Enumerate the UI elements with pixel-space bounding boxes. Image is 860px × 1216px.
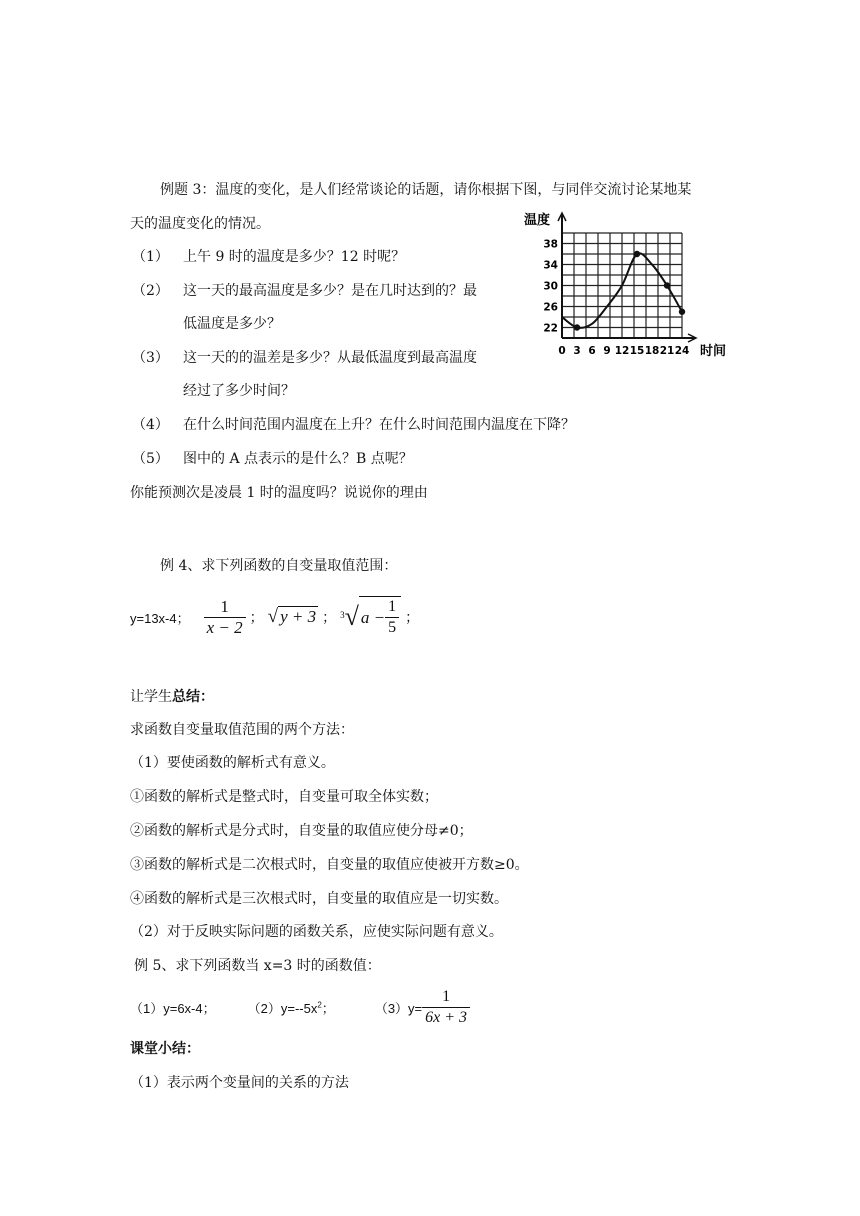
q1-number: （1） (132, 249, 169, 265)
q4-text: 在什么时间范围内温度在上升？在什么时间范围内温度在下降？ (183, 417, 575, 433)
x-tick-label: 18 (644, 345, 660, 357)
ex4-sep2: ； (322, 610, 337, 626)
summary-lead-bold: 总结： (172, 689, 214, 705)
x-tick-label: 15 (629, 345, 645, 357)
summary-case3: ③函数的解析式是二次根式时，自变量的取值应使被开方数≥0。 (130, 857, 529, 873)
ex5-part1: （1）y=6x-4； (130, 1000, 216, 1016)
temperature-chart (510, 205, 735, 365)
q1-text: 上午 9 时的温度是多少？12 时呢？ (183, 249, 406, 265)
ex4-f3-radicand: y + 3 (280, 607, 317, 626)
ex4-f2-fraction (204, 597, 246, 638)
q5-text: 图中的 A 点表示的是什么？B 点呢？ (183, 451, 413, 467)
data-point (574, 324, 580, 330)
q2-text-a: 这一天的最高温度是多少？是在几时达到的？最 (183, 283, 477, 299)
summary-case1: ①函数的解析式是整式时，自变量可取全体实数； (130, 789, 438, 805)
ex5-title: 例 5、求下列函数当 x=3 时的函数值： (134, 958, 381, 974)
data-point (634, 251, 640, 257)
ex5-part3-fraction (422, 987, 470, 1028)
q3-text-b: 经过了多少时间？ (183, 383, 295, 399)
ex5-parts (130, 984, 470, 1030)
ex4-f1: y=13x-4； (130, 610, 190, 626)
y-tick-label: 38 (543, 238, 558, 251)
ex4-f4-a: a − (360, 607, 386, 627)
ex5-part3: （3）y= (374, 1000, 423, 1016)
class-summary-item1: （1）表示两个变量间的关系的方法 (130, 1075, 349, 1091)
summary-methods: 求函数自变量取值范围的两个方法： (130, 722, 354, 738)
y-tick-label: 26 (543, 301, 558, 314)
x-tick-label: 6 (588, 345, 596, 357)
ex5-part2: $(2)y=--5x^2$； (247, 1000, 335, 1016)
ex4-f4-denominator: 5 (385, 617, 399, 638)
x-tick-label: 9 (603, 345, 611, 357)
ex4-functions (130, 592, 419, 642)
q4-number: （4） (132, 417, 169, 433)
ex4-sep3: ； (405, 610, 420, 626)
q2-number: （2） (132, 283, 169, 299)
q3-text-a: 这一天的的温差是多少？从最低温度到最高温度 (183, 350, 477, 366)
ex4-sep1: ； (249, 610, 264, 626)
x-axis-label: 时间 (700, 344, 727, 359)
y-tick-label: 34 (543, 259, 558, 272)
summary-lead (130, 687, 214, 707)
summary-lead-text: 让学生 (130, 689, 172, 705)
x-tick-label: 12 (614, 345, 630, 357)
y-tick-label: 30 (543, 280, 558, 293)
class-summary-title: 课堂小结： (130, 1041, 200, 1057)
q3-number: （3） (132, 350, 169, 366)
chart-points (574, 251, 685, 331)
ex4-f3-sqrt: √ y + 3 (267, 606, 317, 627)
ex4-f4-cbrt: $^3$ √ a − $\frac{1}{5}$ (340, 596, 401, 638)
ex3-line1: 例题 3：温度的变化，是人们经常谈论的话题，请你根据下图，与同伴交流讨论某地某 (160, 182, 692, 198)
ex4-f4-fraction (385, 597, 399, 638)
q5-number: （5） (132, 451, 169, 467)
data-point (679, 309, 685, 315)
x-tick-label: 3 (573, 345, 581, 357)
summary-method2: （2）对于反映实际问题的函数关系，应使实际问题有意义。 (130, 924, 503, 940)
ex4-f4-numerator: 1 (388, 598, 397, 615)
x-tick-label: 24 (674, 345, 690, 357)
ex4-title: 例 4、求下列函数的自变量取值范围： (160, 558, 398, 574)
predict-question: 你能预测次是凌晨 1 时的温度吗？说说你的理由 (130, 485, 428, 501)
q2-text-b: 低温度是多少？ (183, 316, 281, 332)
ex4-f2-numerator: 1 (220, 596, 229, 616)
summary-method1: （1）要使函数的解析式有意义。 (130, 755, 335, 771)
chart-tick-labels (543, 239, 689, 358)
summary-case2: ②函数的解析式是分式时，自变量的取值应使分母≠0； (130, 823, 473, 839)
x-tick-label: 21 (659, 345, 675, 357)
ex4-f4-index: 3 (340, 610, 345, 620)
summary-case4: ④函数的解析式是三次根式时，自变量的取值应是一切实数。 (130, 891, 508, 907)
ex3-line2: 天的温度变化的情况。 (130, 216, 270, 232)
ex5-part3-denominator: 6x + 3 (422, 1007, 470, 1028)
y-axis-label: 温度 (524, 213, 551, 228)
ex5-part3-numerator: 1 (442, 987, 451, 1005)
y-tick-label: 22 (543, 322, 558, 335)
data-point (664, 282, 670, 288)
x-tick-label: 0 (558, 345, 566, 357)
chart-axes (558, 213, 696, 342)
ex4-f2-denominator: x − 2 (204, 617, 246, 638)
